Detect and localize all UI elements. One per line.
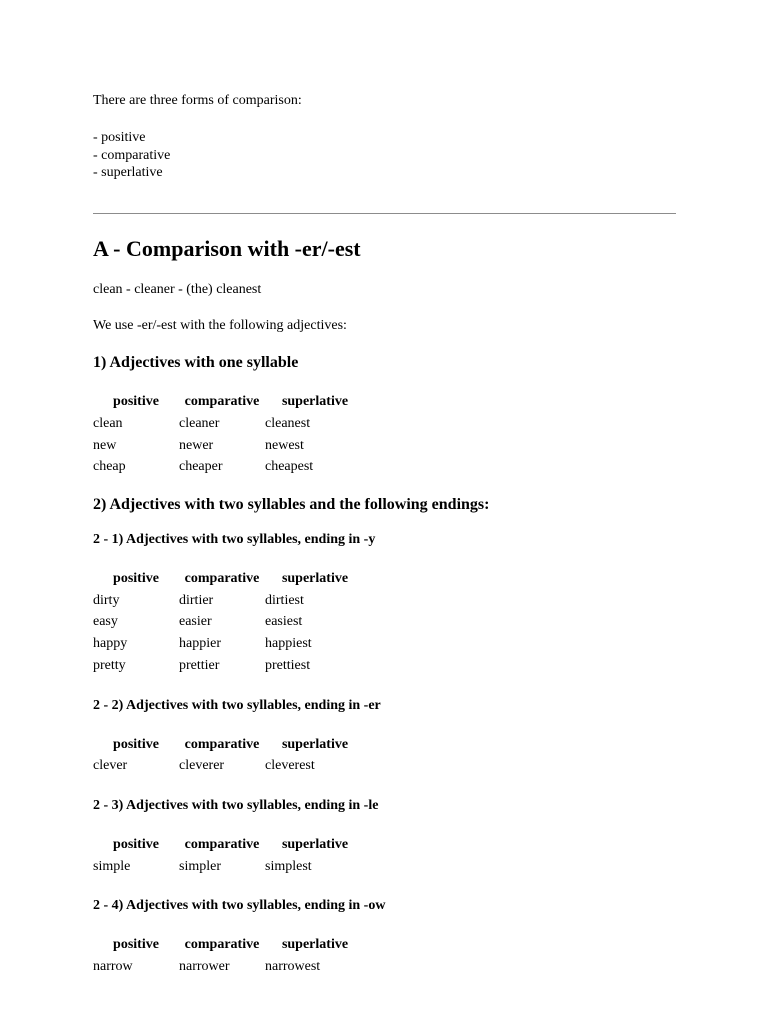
- col-header-positive: positive: [113, 394, 159, 410]
- table-one-syllable: [93, 392, 365, 479]
- col-header-superlative: superlative: [281, 836, 349, 852]
- col-header-positive: positive: [113, 571, 159, 587]
- table-row: [93, 655, 365, 677]
- section-divider: [93, 213, 676, 214]
- cell-superlative: easiest: [265, 614, 303, 630]
- cell-comparative: cleverer: [179, 758, 225, 774]
- subsection-2-2-title: 2 - 2) Adjectives with two syllables, ending in -er: [93, 697, 381, 713]
- cell-superlative: cleanest: [265, 416, 311, 432]
- table-header-row: [93, 392, 365, 414]
- table-row: [93, 413, 365, 435]
- table-row: [93, 435, 365, 457]
- subsection-2-1-title: 2 - 1) Adjectives with two syllables, ending in -y: [93, 532, 376, 548]
- cell-positive: simple: [93, 858, 131, 874]
- table-row: [93, 956, 365, 978]
- cell-superlative: cleverest: [265, 758, 315, 774]
- subsection-2-4-title: 2 - 4) Adjectives with two syllables, ending in -ow: [93, 898, 386, 914]
- cell-positive: happy: [93, 636, 128, 652]
- form-item-positive: - positive: [93, 130, 146, 145]
- col-header-superlative: superlative: [281, 394, 349, 410]
- table-header-row: [93, 834, 365, 856]
- cell-positive: clean: [93, 416, 123, 432]
- table-row: [93, 457, 365, 479]
- cell-positive: easy: [93, 614, 118, 630]
- table-ending-y: [93, 568, 365, 676]
- form-item-comparative: - comparative: [93, 147, 171, 163]
- subsection-2-3-title: 2 - 3) Adjectives with two syllables, ending in -le: [93, 798, 379, 814]
- subsection-2-title: 2) Adjectives with two syllables and the following endings:: [93, 496, 490, 514]
- table-row: [93, 755, 365, 777]
- table-header-row: [93, 568, 365, 590]
- col-header-positive: positive: [113, 836, 159, 852]
- table-row: [93, 612, 365, 634]
- table-row: [93, 856, 365, 878]
- cell-comparative: newer: [179, 437, 214, 453]
- col-header-superlative: superlative: [281, 571, 349, 587]
- usage-text: We use -er/-est with the following adjectives:: [93, 317, 347, 333]
- col-header-superlative: superlative: [281, 937, 349, 953]
- cell-superlative: prettiest: [265, 657, 311, 673]
- cell-superlative: narrowest: [265, 958, 321, 974]
- cell-comparative: narrower: [179, 958, 230, 974]
- forms-list: [93, 129, 676, 182]
- cell-comparative: prettier: [179, 657, 220, 673]
- cell-positive: dirty: [93, 592, 120, 608]
- document-page: [93, 92, 676, 978]
- col-header-comparative: comparative: [184, 736, 260, 752]
- cell-comparative: cheaper: [179, 459, 223, 475]
- col-header-comparative: comparative: [184, 571, 260, 587]
- col-header-comparative: comparative: [184, 836, 260, 852]
- table-ending-er: [93, 734, 365, 777]
- subsection-1-title: 1) Adjectives with one syllable: [93, 353, 299, 371]
- table-row: [93, 633, 365, 655]
- table-row: [93, 590, 365, 612]
- cell-positive: new: [93, 437, 117, 453]
- cell-superlative: newest: [265, 437, 304, 453]
- table-header-row: [93, 734, 365, 756]
- table-ending-ow: [93, 934, 365, 977]
- col-header-superlative: superlative: [281, 736, 349, 752]
- cell-comparative: cleaner: [179, 416, 220, 432]
- example-text: clean - cleaner - (the) cleanest: [93, 281, 262, 297]
- cell-positive: narrow: [93, 958, 133, 974]
- cell-comparative: easier: [179, 614, 212, 630]
- cell-superlative: cheapest: [265, 459, 314, 475]
- col-header-positive: positive: [113, 937, 159, 953]
- col-header-comparative: comparative: [184, 394, 260, 410]
- cell-superlative: happiest: [265, 636, 312, 652]
- table-header-row: [93, 934, 365, 956]
- col-header-comparative: comparative: [184, 937, 260, 953]
- cell-comparative: simpler: [179, 858, 221, 874]
- cell-superlative: simplest: [265, 858, 312, 874]
- cell-positive: clever: [93, 758, 128, 774]
- intro-text: There are three forms of comparison:: [93, 93, 302, 108]
- cell-comparative: happier: [179, 636, 221, 652]
- col-header-positive: positive: [113, 736, 159, 752]
- table-ending-le: [93, 834, 365, 877]
- cell-positive: pretty: [93, 657, 126, 673]
- form-item-superlative: - superlative: [93, 165, 163, 180]
- cell-positive: cheap: [93, 459, 126, 475]
- cell-superlative: dirtiest: [265, 592, 304, 608]
- section-a-title: A - Comparison with -er/-est: [93, 235, 361, 261]
- cell-comparative: dirtier: [179, 592, 214, 608]
